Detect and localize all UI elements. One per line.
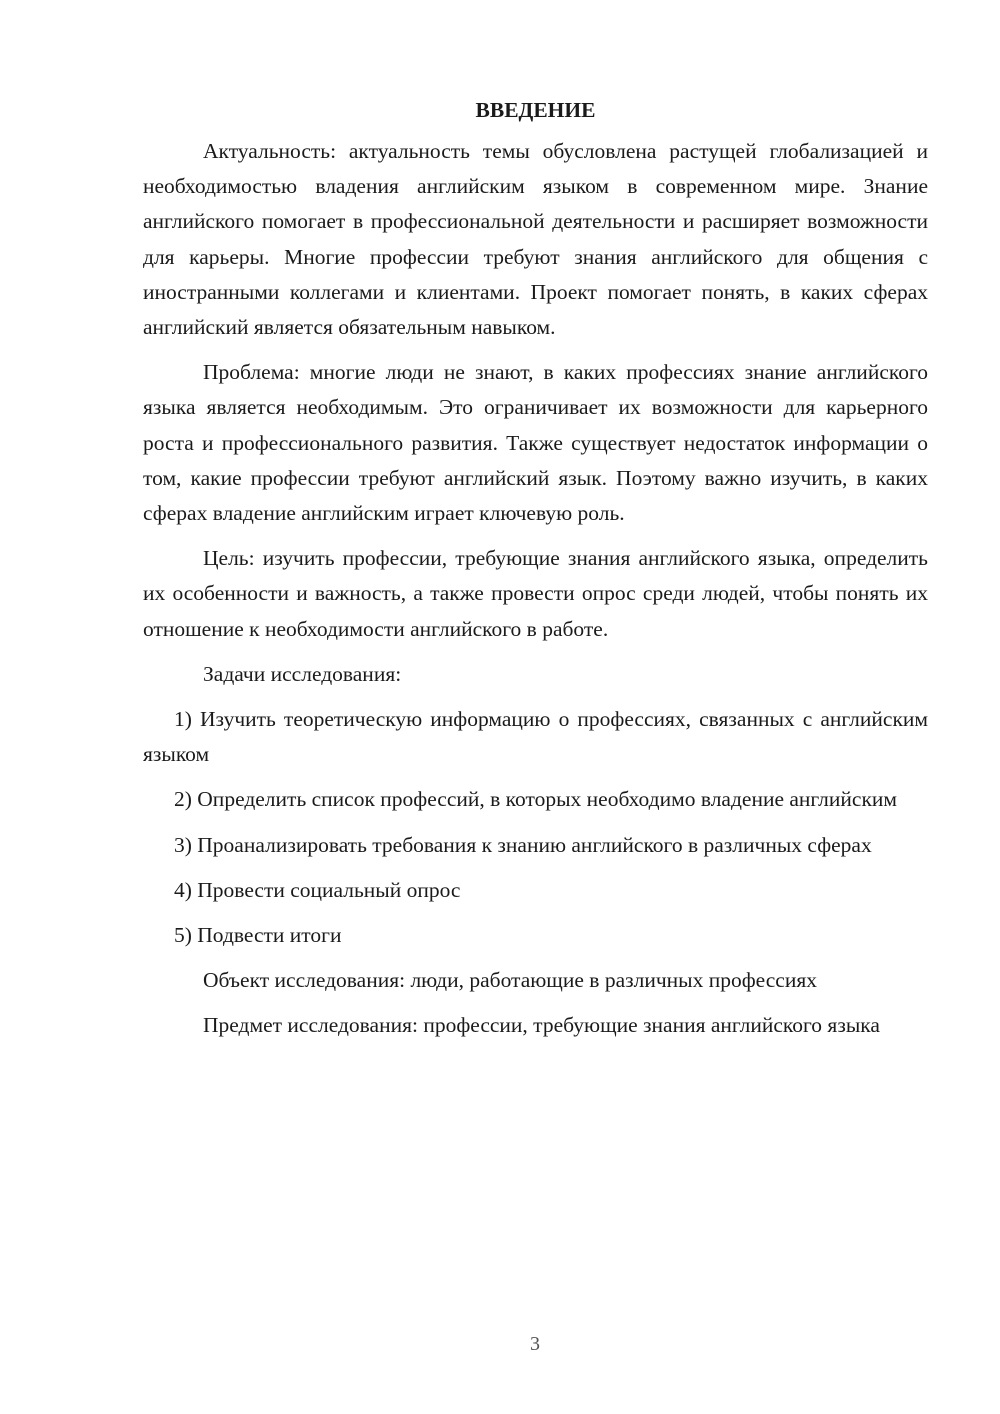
section-title: ВВЕДЕНИЕ xyxy=(475,98,596,122)
research-subject: Предмет исследования: профессии, требующие знания английского языка xyxy=(203,1013,880,1038)
page-number: 3 xyxy=(530,1333,540,1355)
task-item: 2) Определить список профессий, в которых необходимо владение английским xyxy=(174,787,898,812)
research-object: Объект исследования: люди, работающие в различных профессиях xyxy=(203,968,817,993)
document-page xyxy=(143,92,928,1054)
goal-paragraph: Цель: изучить профессии, требующие знания английского языка, определить их особенности и важность, а также провести опрос среди людей, чтобы понять их отношение к необходимости английского в работе. xyxy=(143,546,928,641)
relevance-paragraph: Актуальность: актуальность темы обусловлена растущей глобализацией и необходимостью владения английским языком в современном мире. Знание английского помогает в профессиональной деятельности и расширяет возможности для карьеры. Многие профессии требуют знания английского для общения с иностранными коллегами и клиентами. Проект помогает понять, в каких сферах английский является обязательным навыком. xyxy=(143,139,928,340)
problem-paragraph: Проблема: многие люди не знают, в каких профессиях знание английского языка является необходимым. Это ограничивает их возможности для карьерного роста и профессионального развития. Также существует недостаток информации о том, какие профессии требуют английский язык. Поэтому важно изучить, в каких сферах владение английским играет ключевую роль. xyxy=(143,360,928,526)
task-item: 3) Проанализировать требования к знанию английского в различных сферах xyxy=(174,832,872,857)
tasks-heading: Задачи исследования: xyxy=(203,661,402,686)
tasks-list xyxy=(143,702,928,953)
task-item: 1) Изучить теоретическую информацию о профессиях, связанных с английским языком xyxy=(143,707,928,767)
task-item: 4) Провести социальный опрос xyxy=(174,877,461,902)
task-item: 5) Подвести итоги xyxy=(174,923,342,948)
